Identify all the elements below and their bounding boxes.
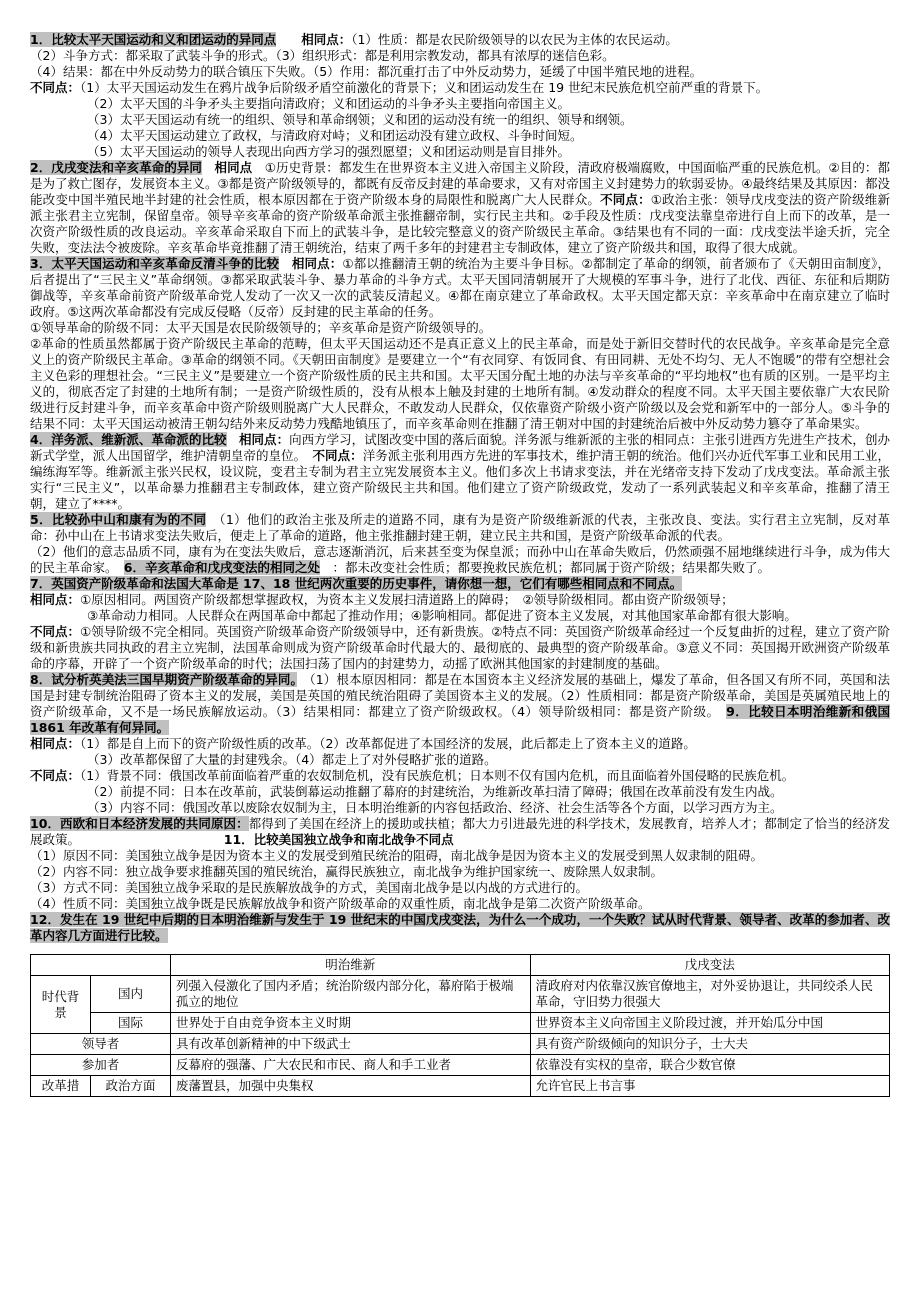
text-run: （4）太平天国运动建立了政权，与清政府对峙；义和团运动没有建立政权、斗争时间短。 <box>87 128 583 143</box>
bold-label: 11．比较美国独立战争和南北战争不同点 <box>223 832 454 847</box>
paragraph <box>30 752 890 768</box>
bold-label: 不同点： <box>30 624 81 639</box>
text-run: （1）原因不同：美国独立战争是因为资本主义的发展受到殖民统治的阻碍，南北战争是因为资本主义的发展受到黑人奴隶制的阻碍。 <box>30 848 763 863</box>
bold-label: 相同点： <box>279 256 343 271</box>
paragraph <box>30 32 890 48</box>
table-corner-cell <box>31 955 171 976</box>
table-cell-domestic-wuxu: 清政府对内依靠汉族官僚地主，对外妥协退让，共同绞杀人民革命，守旧势力很强大 <box>530 976 890 1013</box>
text-run: （4）结果：都在中外反动势力的联合镇压下失败。（5）作用：都沉重打击了中外反动势力，延缓了中国半殖民地的进程。 <box>30 64 703 79</box>
section-heading: 2．戊戌变法和辛亥革命的异同 <box>30 160 202 175</box>
text-run: 洋务派主张利用西方先进的军事技术，维护清王朝的统治。他们兴办近代军事工业和民用工业，编练海军等。维新派主张兴民权，设议院，变君主专制为君主立宪发展资本主义。他们多次上书请求变法，并在光绪帝支持下发动了戊戌变法。革命派主张实行“三民主义”，以革命暴力推翻君主专制政体，建立资产阶级民主共和国。他们建立了资产阶级政党，发动了一系列武装起义和辛亥革命，推翻了清王朝，建立了****。 <box>30 448 890 511</box>
table-row-international <box>31 1013 890 1034</box>
text-run: ②革命的性质虽然都属于资产阶级民主革命的范畴，但太平天国运动还不是真正意义上的民主革命，而是处于新旧交替时代的农民战争。辛亥革命是完全意义上的资产阶级民主革命。③革命的纲领不同。《天朝田亩制度》是要建立一个“有衣同穿、有饭同食、有田同耕、无处不均匀、无人不饱暖”的带有空想社会主义色彩的理想社会。“三民主义”是要建立一个资产阶级性质的民主共和国。太平天国分配土地的办法与辛亥革命的“平均地权”也有质的区别。一是平均主义的，彻底否定了封建的土地所有制；一是资产阶级性质的，没有从根本上触及封建的土地所有制。④发动群众的程度不同。太平天国主要依靠广大农民阶级进行反封建斗争，而辛亥革命中资产阶级则脱离广大人民群众，不敢发动人民群众，仅依靠资产阶级小资产阶级以及会党和新军中的一部分人。⑤斗争的结果不同：太平天国运动被清王朝勾结外来反动势力残酷地镇压了，而辛亥革命则在推翻了清王朝对中国的封建统治后被中外反动势力篡夺了革命果实。 <box>30 336 890 431</box>
text-run: （1）他们的政治主张及所走的道路不同，康有为是资产阶级维新派的代表，主张改良、变法。实行君主立宪制，反对革命：孙中山在上书请求变法失败后，便走上了革命的道路，他主张推翻封建王朝，建立民主共和国，是资产阶级革命派的代表。 <box>30 512 890 543</box>
section-heading: 3．太平天国运动和辛亥革命反清斗争的比较 <box>30 256 280 271</box>
table-cell-participant-wuxu: 依靠没有实权的皇帝，联合少数官僚 <box>530 1055 890 1076</box>
table-header-row <box>31 955 890 976</box>
table-cell-reform-meiji: 废藩置县，加强中央集权 <box>171 1076 531 1097</box>
document-body <box>30 32 890 944</box>
paragraph <box>30 512 890 544</box>
table-cell-intl-meiji: 世界处于自由竞争资本主义时期 <box>171 1013 531 1034</box>
table-row-leader <box>31 1034 890 1055</box>
paragraph <box>30 816 890 848</box>
text-run: （2）内容不同：独立战争要求推翻英国的殖民统治，赢得民族独立，南北战争为维护国家统一、废除黑人奴隶制。 <box>30 864 663 879</box>
paragraph <box>30 432 890 512</box>
paragraph <box>30 256 890 320</box>
text-run: （2）太平天国的斗争矛头主要指向清政府；义和团运动的斗争矛头主要指向帝国主义。 <box>87 96 570 111</box>
paragraph <box>30 784 890 800</box>
bold-label: 相同点： <box>30 736 81 751</box>
table-cell-reform-sub-label: 政治方面 <box>91 1076 171 1097</box>
text-run: （3）太平天国运动有统一的组织、领导和革命纲领；义和团的运动没有统一的组织、领导和纲领。 <box>87 112 633 127</box>
text-run: （2）斗争方式：都采取了武装斗争的形式。（3）组织形式：都是利用宗教发动，都具有浓厚的迷信色彩。 <box>30 48 615 63</box>
text-run: 都得到了美国在经济上的援助或扶植；都大力引进最先进的科学技术，发展教育，培养人才；都制定了恰当的经济发展政策。 <box>30 816 890 847</box>
paragraph <box>30 864 890 880</box>
paragraph <box>30 896 890 912</box>
text-run: （5）太平天国运动的领导人表现出向西方学习的强烈愿望；义和团运动则是盲目排外。 <box>87 144 570 159</box>
bold-label: 相同点： <box>226 432 290 447</box>
paragraph <box>30 144 890 160</box>
text-run: ①政治主张：领导戊戌变法的资产阶级维新派主张君主立宪制，保留皇帝。领导辛亥革命的资产阶级革命派主张推翻帝制，实行民主共和。②手段及性质：戊戌变法靠皇帝进行自上而下的改革，是一次资产阶级性质的改良运动。辛亥革命采取自下而上的武装斗争，是比较完整意义的资产阶级民主革命。③结果也有不同的一面：戊戌变法半途夭折，完全失败，变法法令被废除。辛亥革命毕竟推翻了清王朝统治，结束了两千多年的封建君主专制政体，建立了资产阶级共和国，取得了很大成就。 <box>30 192 890 255</box>
section-heading: 12．发生在 19 世纪中后期的日本明治维新与发生于 19 世纪末的中国戊戌变法，为什么一个成功，一个失败？试从时代背景、领导者、改革的参加者、改革内容几方面进行比较。 <box>30 912 890 943</box>
bold-label: 不同点： <box>600 192 651 207</box>
paragraph <box>30 80 890 96</box>
text-run: （1）都是自上而下的资产阶级性质的改革。（2）改革都促进了本国经济的发展，此后都走上了资本主义的道路。 <box>80 736 696 751</box>
paragraph <box>30 768 890 784</box>
text-run: （4）性质不同：美国独立战争既是民族解放战争和资产阶级革命的双重性质，南北战争是第二次资产阶级革命。 <box>30 896 651 911</box>
text-run: （2）前提不同：日本在改革前，武装倒幕运动推翻了幕府的封建统治，为维新改革扫清了障碍；俄国在改革前没有发生内战。 <box>87 784 783 799</box>
paragraph <box>30 592 890 608</box>
paragraph <box>30 96 890 112</box>
table-cell-domestic-label: 国内 <box>91 976 171 1013</box>
paragraph <box>30 112 890 128</box>
text-run: （2）他们的意志品质不同，康有为在变法失败后，意志逐渐消沉，后来甚至变为保皇派；而孙中山在革命失败后，仍然顽强不屈地继续进行斗争，成为伟大的民主革命家。 <box>30 544 890 575</box>
text-run: ①原因相同。两国资产阶级都想掌握政权，为资本主义发展扫清道路上的障碍； ②领导阶级相同。都由资产阶级领导； <box>80 592 734 607</box>
text-run: （3）方式不同：美国独立战争采取的是民族解放战争的方式，美国南北战争是以内战的方式进行的。 <box>30 880 588 895</box>
text-run: ：都未改变社会性质；都要挽救民族危机；都同属于资产阶级；结果都失败了。 <box>319 560 770 575</box>
paragraph <box>30 880 890 896</box>
text-run: （3）内容不同：俄国改革以废除农奴制为主，日本明治维新的内容包括政治、经济、社会生活等各个方面，以学习西方为主。 <box>87 800 783 815</box>
paragraph <box>30 544 890 576</box>
section-heading: 1．比较太平天国运动和义和团运动的异同点 <box>30 32 277 47</box>
text-run: （1）太平天国运动发生在鸦片战争后阶级矛盾空前激化的背景下；义和团运动发生在 19 世纪末民族危机空前严重的背景下。 <box>80 80 769 95</box>
text-run: ①领导阶级不完全相同。英国资产阶级革命资产阶级领导中，还有新贵族。②特点不同：英国资产阶级革命经过一个反复曲折的过程，建立了资产阶级和新贵族共同执政的君主立宪制，法国革命则成为资产阶级革命时代最大的、最彻底的、最典型的资产阶级革命。③意义不同：英国揭开欧洲资产阶级革命的序幕，开辟了一个资产阶级革命的时代；法国扫荡了国内的封建势力，动摇了欧洲其他国家的封建制度的基础。 <box>30 624 890 671</box>
table-header-wuxu: 戊戌变法 <box>530 955 890 976</box>
table-cell-leader-wuxu: 具有资产阶级倾向的知识分子，士大夫 <box>530 1034 890 1055</box>
table-cell-domestic-meiji: 列强入侵激化了国内矛盾；统治阶级内部分化，幕府陷于极端孤立的地位 <box>171 976 531 1013</box>
paragraph <box>30 48 890 64</box>
section-heading: 8．试分析英美法三国早期资产阶级革命的异同。 <box>30 672 297 687</box>
table-cell-leader-label: 领导者 <box>31 1034 171 1055</box>
table-cell-participant-label: 参加者 <box>31 1055 171 1076</box>
paragraph <box>30 624 890 672</box>
section-heading: 4．洋务派、维新派、革命派的比较 <box>30 432 227 447</box>
text-run: ①历史背景：都发生在世界资本主义进入帝国主义阶段，清政府极端腐败，中国面临严重的民族危机。②目的：都是为了救亡图存，发展资本主义。③都是资产阶级领导的，都既有反帝反封建的革命要求，又有对帝国主义封建势力的软弱妥协。④最终结果及其原因：都没能改变中国半殖民地半封建的社会性质，根本原因都在于资产阶级本身的局限性和脱离广大人民群众。 <box>30 160 890 207</box>
bold-label: 相同点： <box>276 32 352 47</box>
paragraph <box>30 160 890 256</box>
paragraph <box>30 576 890 592</box>
table-cell-intl-wuxu: 世界资本主义向帝国主义阶段过渡，并开始瓜分中国 <box>530 1013 890 1034</box>
section-heading: 7．英国资产阶级革命和法国大革命是 17、18 世纪两次重要的历史事件，请你想一想，它们有哪些相同点和不同点。 <box>30 576 683 591</box>
table-cell-reform-label: 改革措 <box>31 1076 91 1097</box>
paragraph <box>30 672 890 736</box>
table-row-participant <box>31 1055 890 1076</box>
text-run: ①领导革命的阶级不同：太平天国是农民阶级领导的；辛亥革命是资产阶级领导的。 <box>30 320 492 335</box>
bold-label: 相同点 <box>202 160 265 175</box>
section-heading: 10．西欧和日本经济发展的共同原因： <box>30 816 249 831</box>
text-run: 向西方学习，试图改变中国的落后面貌。洋务派与维新派的主张的相同点：主张引进西方先进生产技术，创办新式学堂，派人出国留学，维护清朝皇帝的皇位。 <box>30 432 890 463</box>
paragraph <box>30 912 890 944</box>
paragraph <box>30 336 890 432</box>
table-cell-reform-wuxu: 允许官民上书言事 <box>530 1076 890 1097</box>
table-row-reform <box>31 1076 890 1097</box>
table-cell-leader-meiji: 具有改革创新精神的中下级武士 <box>171 1034 531 1055</box>
text-run: ①都以推翻清王朝的统治为主要斗争目标。②都制定了革命的纲领，前者颁布了《天朝田亩制度》，后者提出了“三民主义”革命纲领。③都采取武装斗争、暴力革命的斗争方式。太平天国同清朝展开了大规模的军事斗争，进行了北伐、西征、东征和后期防御战等，辛亥革命前资产阶级革命党人发动了一次又一次的武装反清起义。④都在南京建立了革命政权。太平天国定都天京：辛亥革命中在南京建立了临时政府。⑤这两次革命都没有完成反侵略（反帝）反封建的民主革命的任务。 <box>30 256 890 319</box>
paragraph <box>30 64 890 80</box>
text-run: ③革命动力相同。人民群众在两国革命中都起了推动作用；④影响相同。都促进了资本主义发展，对其他国家革命都有很大影响。 <box>87 608 797 623</box>
paragraph <box>30 736 890 752</box>
bold-label: 不同点： <box>30 80 81 95</box>
paragraph <box>30 320 890 336</box>
paragraph <box>30 608 890 624</box>
table-header-meiji: 明治维新 <box>171 955 531 976</box>
bold-label: 相同点： <box>30 592 81 607</box>
table-cell-participant-meiji: 反幕府的强藩、广大农民和市民、商人和手工业者 <box>171 1055 531 1076</box>
section-heading: 9．比较日本明治维新和俄国 1861 年改革有何异同。 <box>30 704 890 735</box>
comparison-table <box>30 954 890 1097</box>
table-row-domestic <box>31 976 890 1013</box>
section-heading: 6．辛亥革命和戊戌变法的相同之处 <box>123 560 320 575</box>
table-cell-intl-label: 国际 <box>91 1013 171 1034</box>
section-heading: 5．比较孙中山和康有为的不同 <box>30 512 207 527</box>
bold-label: 不同点： <box>299 448 363 463</box>
text-run: （1）根本原因相同：都是在本国资本主义经济发展的基础上，爆发了革命，但各国又有所不同，英国和法国是封建专制统治阻碍了资本主义的发展，美国是英国的殖民统治阻碍了美国资本主义的发展。（2）性质相同：都是资产阶级革命，美国是英属殖民地上的资产阶级革命，又不是一场民族解放运动。（3）结果相同：都建立了资产阶级政权。（4）领导阶级相同：都是资产阶级。 <box>30 672 890 719</box>
bold-label: 不同点： <box>30 768 81 783</box>
text-run: （1）背景不同：俄国改革前面临着严重的农奴制危机，没有民族危机；日本则不仅有国内危机，而且面临着外国侵略的民族危机。 <box>80 768 795 783</box>
paragraph <box>30 848 890 864</box>
text-run: （3）改革都保留了大量的封建残余。（4）都走上了对外侵略扩张的道路。 <box>87 752 497 767</box>
text-run: （1）性质：都是农民阶级领导的以农民为主体的农民运动。 <box>351 32 678 47</box>
paragraph <box>30 128 890 144</box>
table-cell-background-label: 时代背景 <box>31 976 91 1034</box>
paragraph <box>30 800 890 816</box>
